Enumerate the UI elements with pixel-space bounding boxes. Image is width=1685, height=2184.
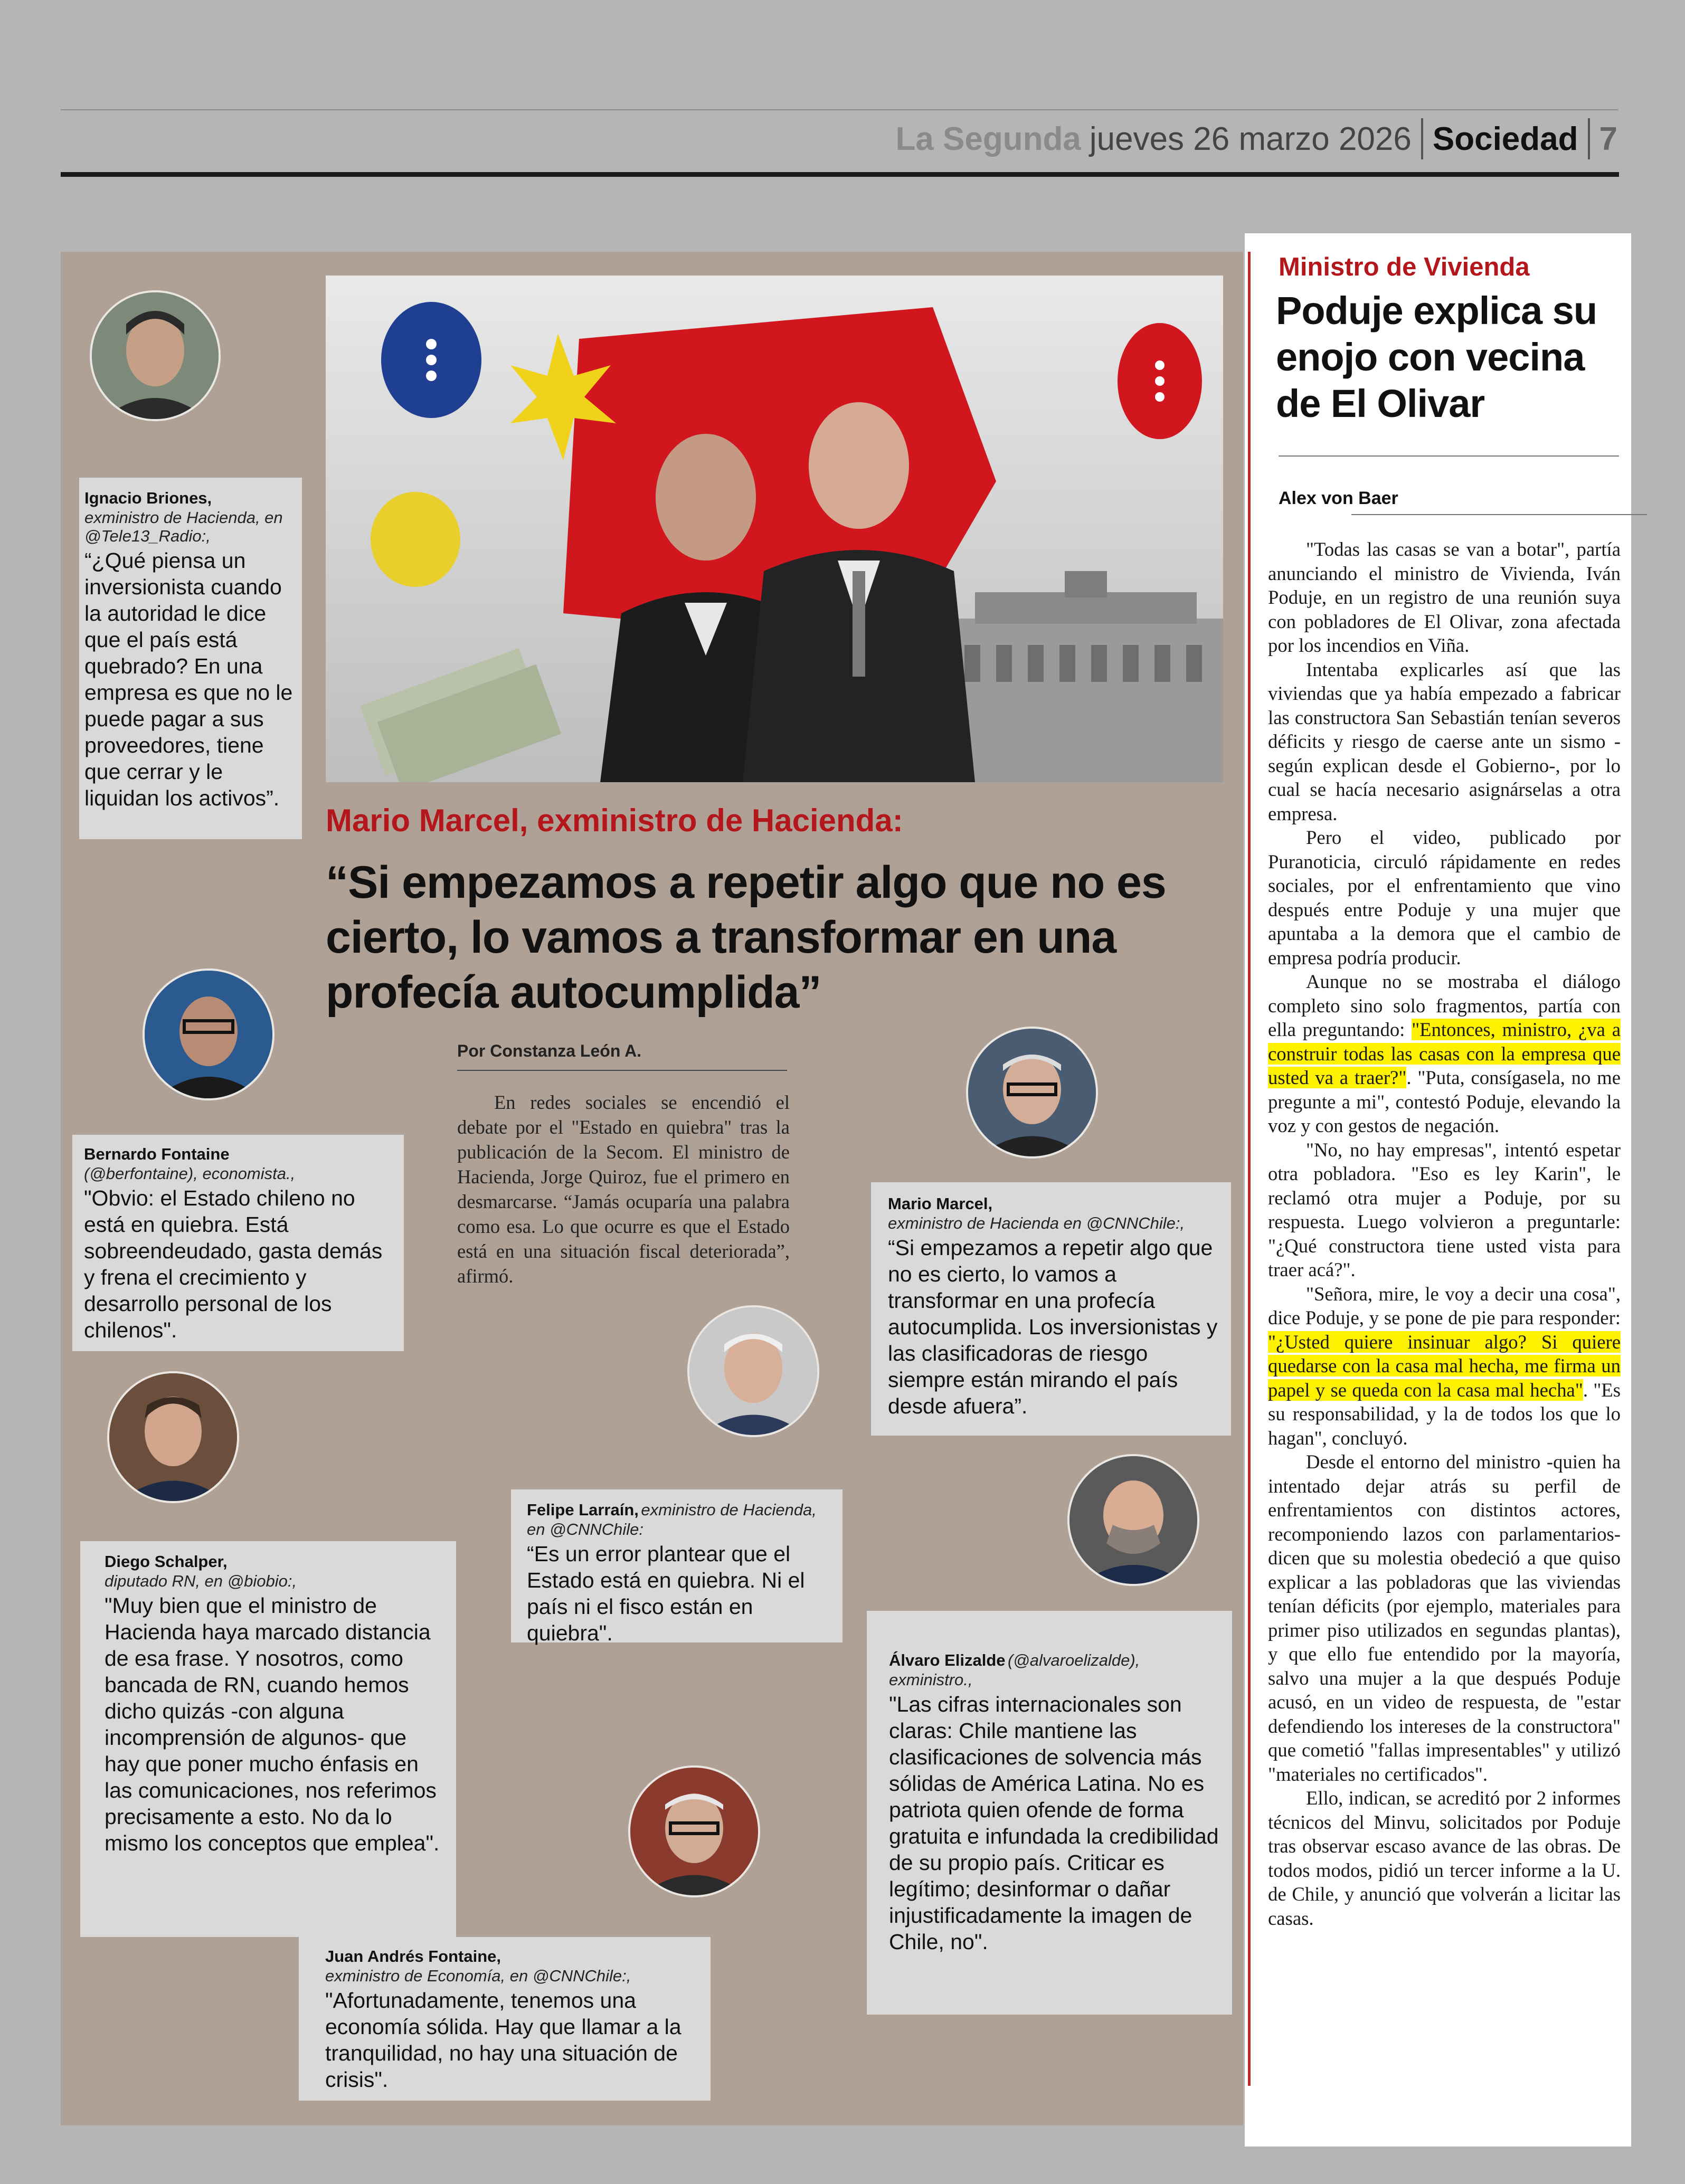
issue-date: jueves 26 marzo 2026 [1089,120,1412,157]
article-headline: “Si empezamos a repetir algo que no es cierto, lo vamos a transformar en una profecía autocumplida” [326,857,1166,1018]
quote-role: exministro., [889,1670,973,1689]
quote-role: exministro de Hacienda, en @Tele13_Radio:, [84,508,283,545]
article-byline: Por Constanza León A. [457,1041,642,1060]
portrait-ignacio-briones [92,292,219,419]
quote-role: exministro de Hacienda, en @CNNChile: [527,1501,817,1539]
quote-card-felipe-larrain [511,1489,843,1645]
highlighted-quote: "Entonces, ministro, ¿va a construir todas las casas con la empresa que usted va a traer?" [1268,1019,1621,1088]
header-divider [1421,118,1423,159]
sidebar-byline-rule [1351,514,1647,515]
quote-card-mario-marcel [871,1182,1231,1436]
page-header [895,115,1617,163]
header-divider [1588,118,1590,159]
avatar-mario-marcel [966,1027,1098,1159]
sidebar-byline: Alex von Baer [1279,488,1398,508]
sidebar-accent-bar [1248,252,1251,2086]
sidebar-paragraph: Desde el entorno del ministro -quien ha intentado dejar atrás su perfil de enfrentamientos con distintos actores, recomponiendo lazos con parlamentarios- dicen que su molestia obedeció a que quiso explicar a las pobladoras que las viviendas tenían déficits (por ejemplo, materiales para primer piso utilizados en segundas plantas), y que ello fue entendido por la mayoría, salvo una mujer a la que después Poduje acusó, en un video de respuesta, de "estar defendiendo los intereses de la constructora" que cometió "fallas impresentables" y utilizó "materiales no certificados". [1268,1451,1621,1785]
paragraph-text: . "Es su responsabilidad, y la de todos los que lo hagan", concluyó. [1268,1379,1621,1449]
quote-name: Juan Andrés Fontaine, [325,1947,501,1965]
page-number: 7 [1599,120,1617,157]
portrait-diego-schalper [109,1373,237,1501]
avatar-felipe-larrain [687,1305,819,1437]
quote-card-briones [79,478,302,839]
avatar-diego-schalper [107,1371,239,1503]
sidebar-paragraph [1268,970,1621,1138]
portrait-mario-marcel [968,1029,1096,1156]
intro-text: En redes sociales se encendió el debate por el "Estado en quiebra" tras la publicación de la Secom. El ministro de Hacienda, Jorge Quiroz, fue el primero en desmarcarse. “Jamás ocuparía una palabra como esa. Lo que ocurre es que el Estado está en una situación fiscal deteriorada”, afirmó. [457,1091,790,1287]
quote-handle: (@alvaroelizalde), [1007,1651,1140,1669]
quote-name: Álvaro Elizalde [889,1651,1006,1669]
quote-name: Bernardo Fontaine [84,1145,230,1163]
quote-name: Mario Marcel, [888,1194,993,1213]
sidebar-paragraph: Pero el video, publicado por Puranoticia, circuló rápidamente en redes sociales, por el enfrentamiento que vino después entre Poduje y una mujer que apuntaba a la demora que el cambio de empresa podría producir. [1268,827,1621,968]
portrait-alvaro-elizalde [1069,1456,1197,1584]
avatar-alvaro-elizalde [1067,1454,1199,1586]
sidebar-paragraph: Intentaba explicarles así que las viviendas que ya había empezado a fabricar las constructora San Sebastián tenían severos déficits y riesgo de caerse ante un sismo -según explican desde el Gobierno-, por lo cual se hacía necesario asignárselas a otra empresa. [1268,658,1621,824]
publication-name: La Segunda [895,120,1081,157]
article-photo [326,276,1223,782]
sidebar-paragraph: Ello, indican, se acreditó por 2 informes técnicos del Minvu, solicitados por Poduje tras observar escaso avance de las obras. De todos modos, pidió un tercer informe a la U. de Chile, y anunció que volverán a licitar las casas. [1268,1787,1621,1929]
avatar-juan-andres-fontaine [628,1765,760,1897]
quote-role: exministro de Hacienda en @CNNChile:, [888,1214,1185,1232]
sidebar-kicker: Ministro de Vivienda [1279,253,1530,281]
quote-card-diego-schalper [80,1541,456,1937]
highlighted-quote: "¿Usted quiere insinuar algo? Si quiere quedarse con la casa mal hecha, me firma un papel y se queda con la casa mal hecha" [1268,1331,1621,1401]
quote-role: exministro de Economía, en @CNNChile:, [325,1967,631,1985]
portrait-juan-andres-fontaine [630,1768,758,1895]
paragraph-text: "Señora, mire, le voy a decir una cosa", dice Poduje, y se pone de pie para responder: [1268,1283,1621,1328]
quote-card-bernardo-fontaine [72,1135,404,1351]
byline-rule [457,1070,787,1071]
sidebar-paragraph: "No, no hay empresas", intentó espetar otra pobladora. "Eso es ley Karin", le reclamó otra mujer a Poduje, por su respuesta. Luego volvieron a preguntarle: "¿Qué constructora tiene usted vista para traer acá?". [1268,1138,1621,1280]
article-kicker: Mario Marcel, exministro de Hacienda: [326,803,903,838]
quote-name: Diego Schalper, [105,1552,228,1571]
avatar-bernardo-fontaine [143,968,274,1100]
quote-text: "Obvio: el Estado chileno no está en quiebra. Está sobreendeudado, gasta demás y frena el crecimiento y desarrollo personal de los chilenos". [84,1186,383,1342]
sidebar-title: Poduje explica su enojo con vecina de El Olivar [1276,289,1597,425]
header-bottom-rule [61,172,1619,177]
quote-role: diputado RN, en @biobio:, [105,1572,297,1590]
quote-name: Ignacio Briones, [84,489,212,507]
top-rule [61,109,1618,110]
quote-text: “Si empezamos a repetir algo que no es cierto, lo vamos a transformar en una profecía autocumplida. Los inversionistas y las clasificadoras de riesgo siempre están mirando el país desde afuera”. [888,1236,1218,1418]
photo-collage-illustration [326,276,1223,782]
section-name: Sociedad [1432,120,1578,157]
paragraph-text: . "Puta, consígasela, no me pregunte a mi", contestó Poduje, elevando la voz y con gestos de negación. [1268,1067,1621,1136]
quote-card-juan-andres-fontaine [299,1937,711,2101]
quote-text: “¿Qué piensa un inversionista cuando la autoridad le dice que el país está quebrado? En una empresa es que no le puede pagar a sus proveedores, tiene que cerrar y le liquidan los activos”. [84,548,293,810]
portrait-felipe-larrain [689,1307,817,1435]
sidebar-paragraph: "Todas las casas se van a botar", partía anunciando el ministro de Vivienda, Iván Poduje, en un registro de una reunión suya con pobladores de El Olivar, zona afectada por los incendios en Viña. [1268,538,1621,656]
quote-text: “Es un error plantear que el Estado está en quiebra. Ni el país ni el fisco están en quiebra". [527,1542,805,1645]
quote-text: "Las cifras internacionales son claras: Chile mantiene las clasificaciones de solvencia más sólidas de América Latina. No es patriota quien ofende de forma gratuita e infundada la credibilidad de su propio país. Criticar es legítimo; desinformar o dañar injustificadamente la imagen de Chile, no". [889,1692,1219,1954]
avatar-ignacio-briones [90,290,221,421]
paragraph-text: Aunque no se mostraba el diálogo completo sino solo fragmentos, partía con ella preguntando: [1268,971,1621,1040]
quote-text: "Afortunadamente, tenemos una economía sólida. Hay que llamar a la tranquilidad, no hay una situación de crisis". [325,1988,681,2092]
sidebar-paragraph [1268,1282,1621,1450]
sidebar-rule [1279,455,1619,457]
portrait-bernardo-fontaine [145,971,272,1098]
quote-name: Felipe Larraín, [527,1501,639,1519]
article-intro [457,1090,790,1288]
quote-text: "Muy bien que el ministro de Hacienda haya marcado distancia de esa frase. Y nosotros, como bancada de RN, cuando hemos dicho quizás -con alguna incomprensión de algunos- que hay que poner mucho énfasis en las comunicaciones, nos referimos precisamente a esto. No da lo mismo los conceptos que emplea". [105,1593,440,1855]
sidebar-body [1268,537,1621,1930]
quote-role: (@berfontaine), economista., [84,1164,296,1183]
quote-card-alvaro-elizalde [867,1611,1232,2015]
